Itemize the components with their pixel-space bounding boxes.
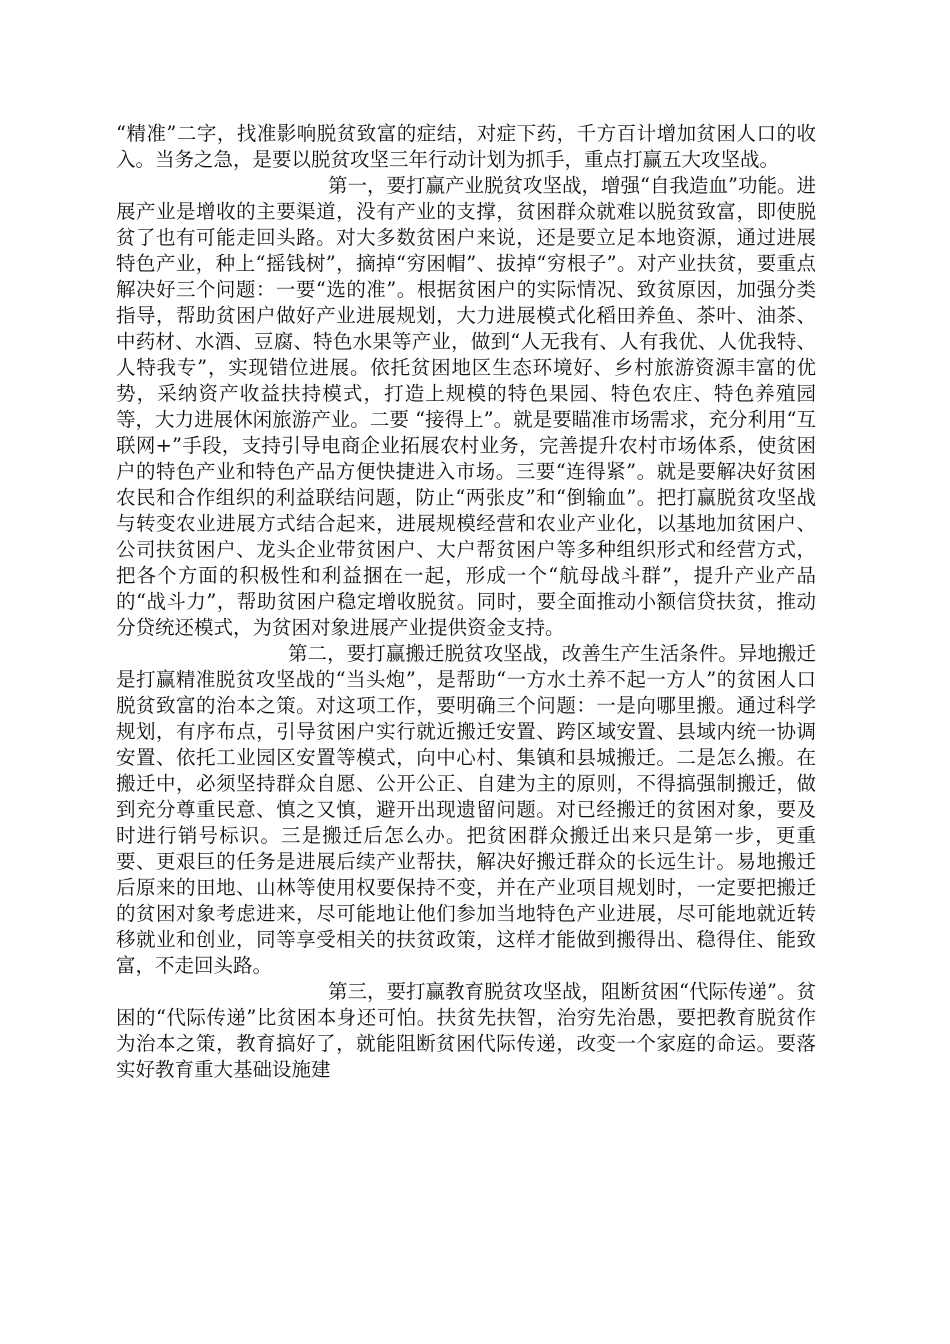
paragraph-intro: “精准”二字，找准影响脱贫致富的症结，对症下药，千方百计增加贫困人口的收入。当务之急，是要以脱贫攻坚三年行动计划为抓手，重点打赢五大攻坚战。 (116, 122, 816, 171)
body-text (116, 121, 816, 1083)
paragraph-relocation: 第二，要打赢搬迁脱贫攻坚战，改善生产生活条件。异地搬迁是打赢精准脱贫攻坚战的“当头炮”，是帮助“一方水土养不起一方人”的贫困人口脱贫致富的治本之策。对这项工作，要明确三个问题：一是向哪里搬。通过科学规划，有序布点，引导贫困户实行就近搬迁安置、跨区域安置、县域内统一协调安置、依托工业园区安置等模式，向中心村、集镇和县城搬迁。二是怎么搬。在搬迁中，必须坚持群众自愿、公开公正、自建为主的原则，不得搞强制搬迁，做到充分尊重民意、慎之又慎，避开出现遗留问题。对已经搬迁的贫困对象，要及时进行销号标识。三是搬迁后怎么办。把贫困群众搬迁出来只是第一步，更重要、更艰巨的任务是进展后续产业帮扶，解决好搬迁群众的长远生计。易地搬迁后原来的田地、山林等使用权要保持不变，并在产业项目规划时，一定要把搬迁的贫困对象考虑进来，尽可能地让他们参加当地特色产业进展，尽可能地就近转移就业和创业，同等享受相关的扶贫政策，这样才能做到搬得出、稳得住、能致富，不走回头路。 (116, 642, 816, 977)
paragraph-education: 第三，要打赢教育脱贫攻坚战，阻断贫困“代际传递”。贫困的“代际传递”比贫困本身还可怕。扶贫先扶智，治穷先治愚，要把教育脱贫作为治本之策，教育搞好了，就能阻断贫困代际传递，改变一个家庭的命运。要落实好教育重大基础设施建 (116, 980, 816, 1081)
paragraph-industry: 第一，要打赢产业脱贫攻坚战，增强“自我造血”功能。进展产业是增收的主要渠道，没有产业的支撑，贫困群众就难以脱贫致富，即使脱贫了也有可能走回头路。对大多数贫困户来说，还是要立足本地资源，通过进展特色产业，种上“摇钱树”，摘掉“穷困帽”、拔掉“穷根子”。对产业扶贫，要重点解决好三个问题：一要“选的准”。根据贫困户的实际情况、致贫原因，加强分类指导，帮助贫困户做好产业进展规划，大力进展模式化稻田养鱼、茶叶、油茶、中药材、水酒、豆腐、特色水果等产业，做到“人无我有、人有我优、人优我特、人特我专”，实现错位进展。依托贫困地区生态环境好、乡村旅游资源丰富的优势，采纳资产收益扶持模式，打造上规模的特色果园、特色农庄、特色养殖园等，大力进展休闲旅游产业。二要 “接得上”。就是要瞄准市场需求，充分利用“互联网+”手段，支持引导电商企业拓展农村业务，完善提升农村市场体系，使贫困户的特色产业和特色产品方便快捷进入市场。三要“连得紧”。就是要解决好贫困农民和合作组织的利益联结问题，防止“两张皮”和“倒输血”。把打赢脱贫攻坚战与转变农业进展方式结合起来，进展规模经营和农业产业化，以基地加贫困户、公司扶贫困户、龙头企业带贫困户、大户帮贫困户等多种组织形式和经营方式，把各个方面的积极性和利益捆在一起，形成一个“航母战斗群”，提升产业产品的“战斗力”，帮助贫困户稳定增收脱贫。同时，要全面推动小额信贷扶贫，推动分贷统还模式，为贫困对象进展产业提供资金支持。 (116, 174, 816, 639)
